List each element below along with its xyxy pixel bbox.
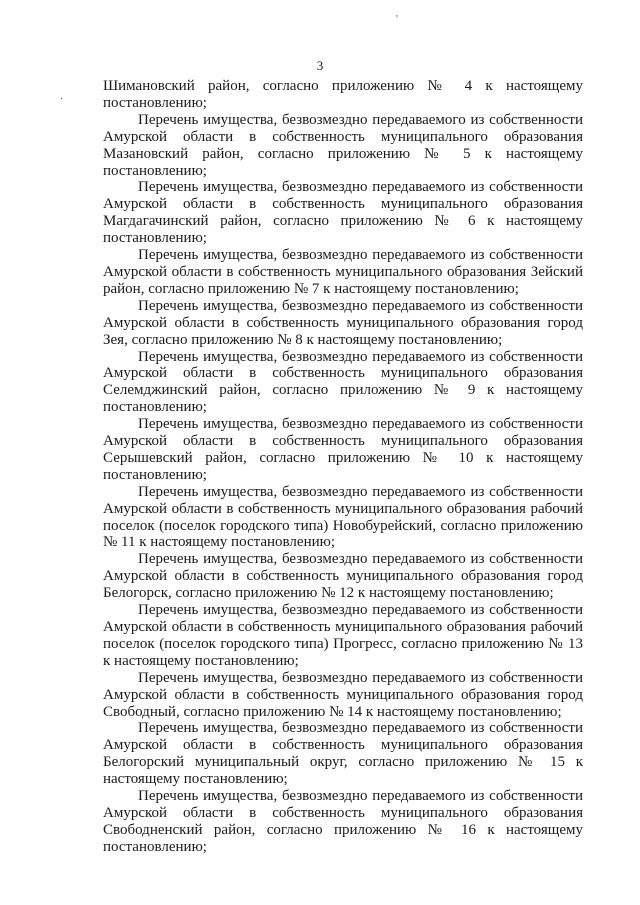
paragraph: Перечень имущества, безвозмездно передаваемого из собственности Амурской области в собственность муниципального образования рабочий поселок (поселок городского типа) Новобурейский, согласно приложению № 11 к настоящему постановлению; [103,483,583,551]
page-number: 3 [316,58,324,73]
paragraph: Перечень имущества, безвозмездно передаваемого из собственности Амурской области в собственность муниципального образования Белогорский муниципальный округ, согласно приложению № 15 к настоящему постановлению; [103,720,583,788]
paragraph: Перечень имущества, безвозмездно передаваемого из собственности Амурской области в собственность муниципального образования город Белогорск, согласно приложению № 12 к настоящему постановлению; [103,551,583,602]
paragraph: Перечень имущества, безвозмездно передаваемого из собственности Амурской области в собственность муниципального образования Свободненский район, согласно приложению № 16 к настоящему постановлению; [103,788,583,855]
paragraph: Перечень имущества, безвозмездно передаваемого из собственности Амурской области в собственность муниципального образования Магдагачинский район, согласно приложению № 6 к настоящему постановлению; [103,179,583,247]
paragraph: Шимановский район, согласно приложению № 4 к настоящему постановлению; [103,78,583,111]
paragraph: Перечень имущества, безвозмездно передаваемого из собственности Амурской области в собственность муниципального образования Зейский район, согласно приложению № 7 к настоящему постановлению; [103,247,583,297]
scan-speck: · [60,94,64,105]
paragraph: Перечень имущества, безвозмездно передаваемого из собственности Амурской области в собственность муниципального образования Мазановский район, согласно приложению № 5 к настоящему постановлению; [103,111,583,179]
document-body [103,78,583,856]
paragraph: Перечень имущества, безвозмездно передаваемого из собственности Амурской области в собственность муниципального образования Селемджинский район, согласно приложению № 9 к настоящему постановлению; [103,348,583,416]
paragraph: Перечень имущества, безвозмездно передаваемого из собственности Амурской области в собственность муниципального образования город Свободный, согласно приложению № 14 к настоящему постановлению; [103,669,583,720]
paragraph: Перечень имущества, безвозмездно передаваемого из собственности Амурской области в собственность муниципального образования рабочий поселок (поселок городского типа) Прогресс, согласно приложению № 13 к настоящему постановлению; [103,602,583,669]
paragraph: Перечень имущества, безвозмездно передаваемого из собственности Амурской области в собственность муниципального образования Серышевский район, согласно приложению № 10 к настоящему постановлению; [103,416,583,483]
paragraph: Перечень имущества, безвозмездно передаваемого из собственности Амурской области в собственность муниципального образования город Зея, согласно приложению № 8 к настоящему постановлению; [103,297,583,348]
scan-speck: ' [396,14,398,25]
